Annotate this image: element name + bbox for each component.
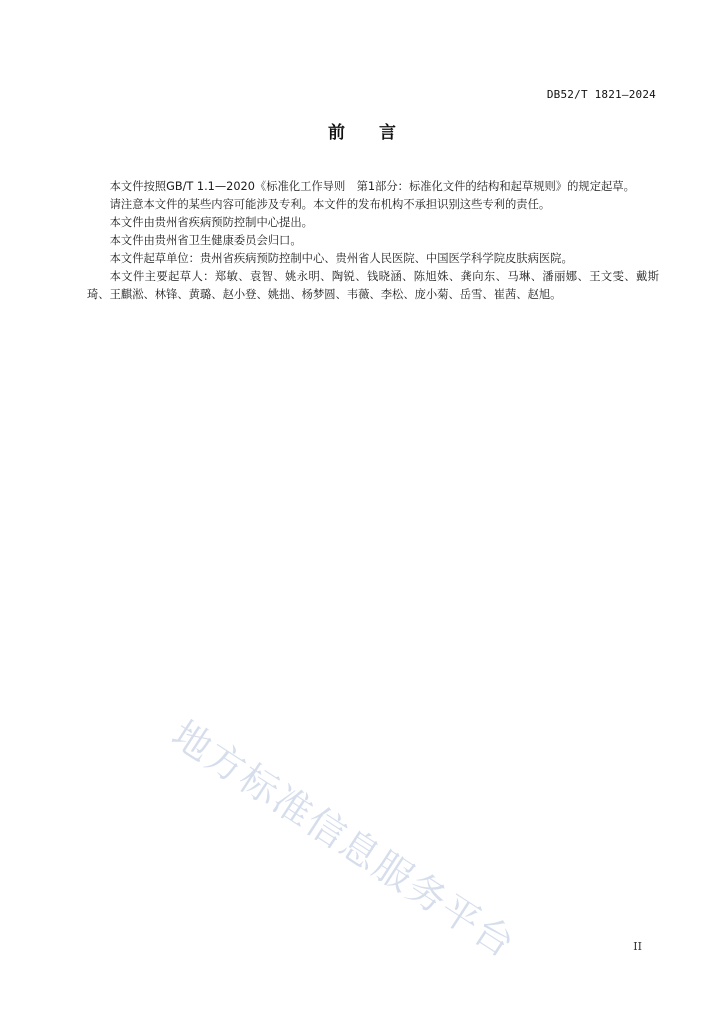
paragraph-drafting-units: 本文件起草单位：贵州省疾病预防控制中心、贵州省人民医院、中国医学科学院皮肤病医院。 xyxy=(109,252,573,265)
section-title: 前言 xyxy=(328,123,430,143)
watermark: 地方标准信息服务平台 xyxy=(164,711,524,967)
paragraph-patent-notice: 请注意本文件的某些内容可能涉及专利。本文件的发布机构不承担识别这些专利的责任。 xyxy=(109,198,551,211)
paragraph-drafters: 本文件主要起草人：郑敏、袁智、姚永明、陶锐、钱晓涵、陈旭姝、龚向东、马琳、潘丽娜、王文雯、戴斯琦、王麒淞、林锋、黄璐、赵小登、姚拙、杨梦圆、韦薇、李松、庞小菊、岳雪、崔茜、赵旭。 xyxy=(87,270,659,301)
paragraph-proposer: 本文件由贵州省疾病预防控制中心提出。 xyxy=(109,216,313,229)
paragraph-drafting-rules: 本文件按照GB/T 1.1—2020《标准化工作导则 第1部分：标准化文件的结构和起草规则》的规定起草。 xyxy=(109,180,635,193)
page-number: II xyxy=(633,940,642,953)
paragraph-administrator: 本文件由贵州省卫生健康委员会归口。 xyxy=(109,234,302,247)
foreword-body xyxy=(87,178,659,304)
document-code: DB52/T 1821—2024 xyxy=(546,88,656,101)
